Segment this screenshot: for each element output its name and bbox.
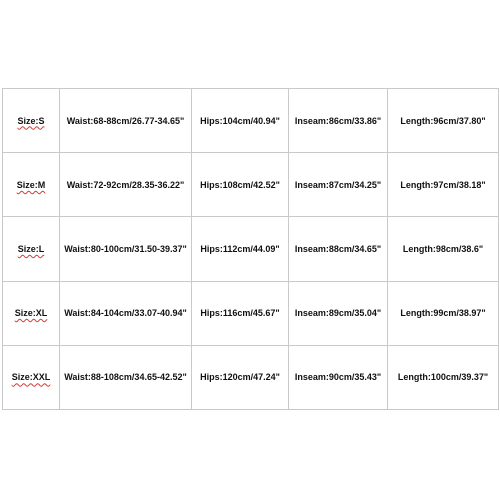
size-chart-table xyxy=(2,88,499,410)
hips-cell: Hips:116cm/45.67" xyxy=(192,281,289,345)
hips-cell: Hips:104cm/40.94" xyxy=(192,89,289,153)
hips-cell: Hips:108cm/42.52" xyxy=(192,153,289,217)
size-cell xyxy=(3,281,60,345)
inseam-cell: Inseam:89cm/35.04" xyxy=(289,281,388,345)
size-label: Size:L xyxy=(17,243,45,254)
size-cell xyxy=(3,153,60,217)
inseam-cell: Inseam:86cm/33.86" xyxy=(289,89,388,153)
size-row-s xyxy=(3,89,499,153)
inseam-cell: Inseam:87cm/34.25" xyxy=(289,153,388,217)
waist-cell: Waist:84-104cm/33.07-40.94" xyxy=(60,281,192,345)
inseam-cell: Inseam:90cm/35.43" xyxy=(289,345,388,409)
length-cell: Length:100cm/39.37" xyxy=(388,345,499,409)
size-row-l xyxy=(3,217,499,281)
size-cell xyxy=(3,89,60,153)
waist-cell: Waist:80-100cm/31.50-39.37" xyxy=(60,217,192,281)
size-row-xxl xyxy=(3,345,499,409)
size-label: Size:XL xyxy=(14,308,48,319)
length-cell: Length:96cm/37.80" xyxy=(388,89,499,153)
size-label: Size:M xyxy=(16,179,46,190)
length-cell: Length:98cm/38.6" xyxy=(388,217,499,281)
hips-cell: Hips:112cm/44.09" xyxy=(192,217,289,281)
waist-cell: Waist:88-108cm/34.65-42.52" xyxy=(60,345,192,409)
waist-cell: Waist:72-92cm/28.35-36.22" xyxy=(60,153,192,217)
inseam-cell: Inseam:88cm/34.65" xyxy=(289,217,388,281)
size-label: Size:S xyxy=(17,115,45,126)
length-cell: Length:99cm/38.97" xyxy=(388,281,499,345)
length-cell: Length:97cm/38.18" xyxy=(388,153,499,217)
size-row-xl xyxy=(3,281,499,345)
hips-cell: Hips:120cm/47.24" xyxy=(192,345,289,409)
size-cell xyxy=(3,345,60,409)
waist-cell: Waist:68-88cm/26.77-34.65" xyxy=(60,89,192,153)
size-row-m xyxy=(3,153,499,217)
size-label: Size:XXL xyxy=(11,372,51,383)
size-cell xyxy=(3,217,60,281)
